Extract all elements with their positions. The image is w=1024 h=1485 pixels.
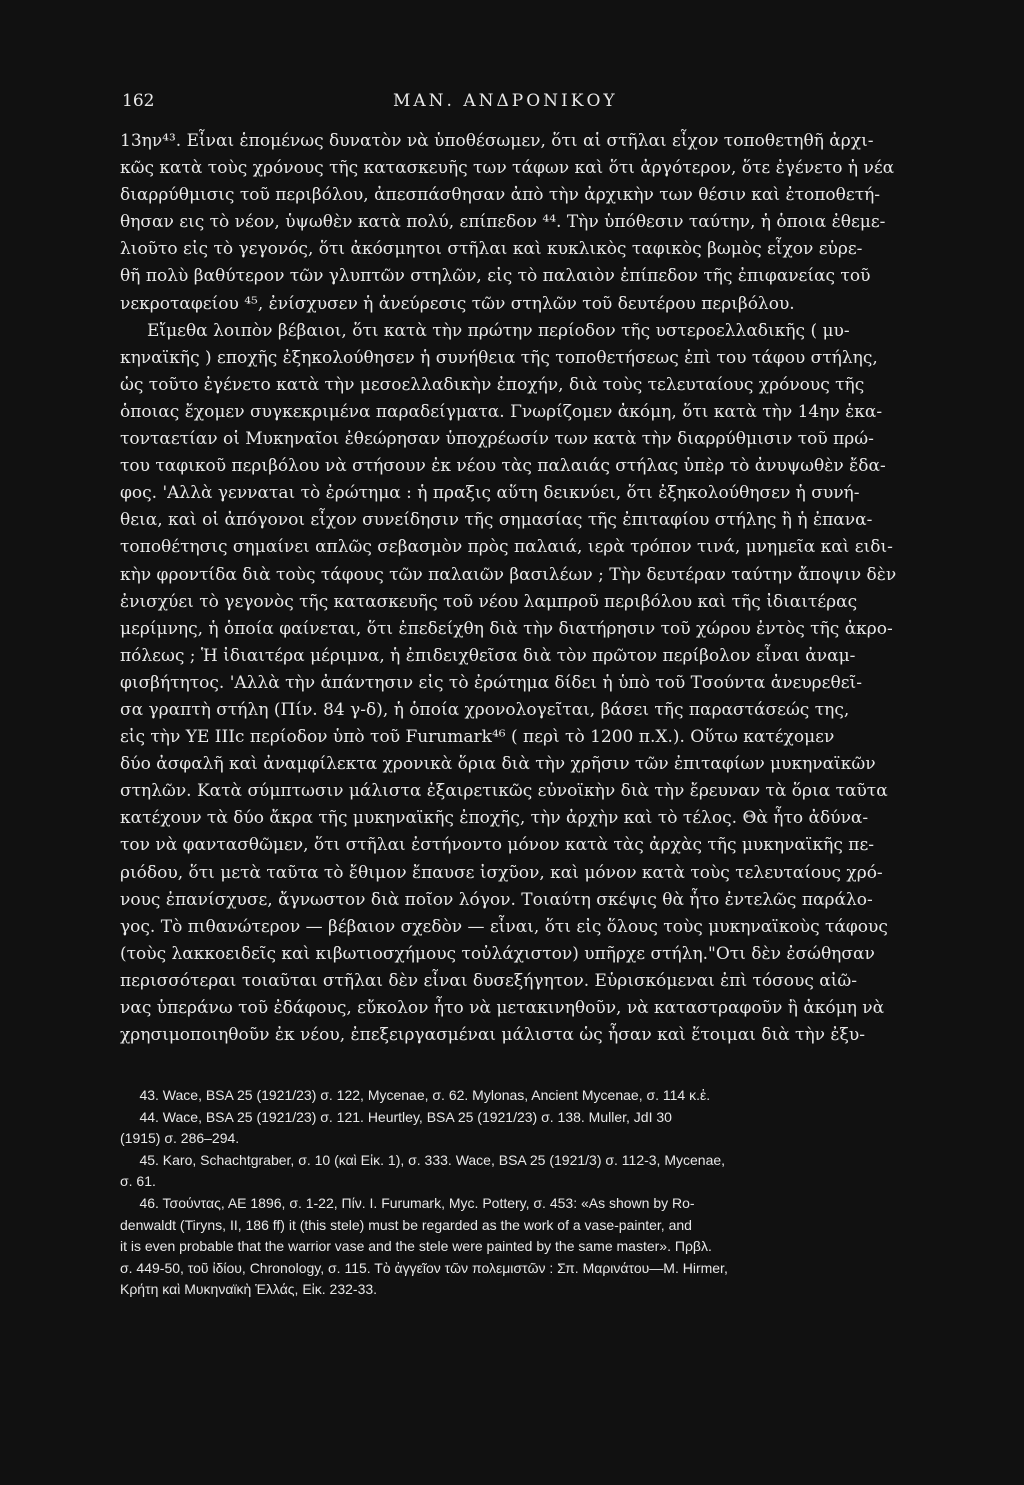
body-text-line: δύο ἀσφαλῆ καὶ ἀναμφίλεκτα χρονικὰ ὅρια διὰ τὴν χρῆσιν τῶν ἐπιταφίων μυκηναϊκῶν xyxy=(120,754,876,775)
body-text-line: ἐνισχύει τὸ γεγονὸς τῆς κατασκευῆς τοῦ νέου λαμπροῦ περιβόλου καὶ τῆς ἰδιαιτέρας xyxy=(120,591,858,612)
body-text-line: τον νὰ φαντασθῶμεν, ὅτι στῆλαι ἐστήνοντο μόνον κατὰ τὰς ἀρχὰς τῆς μυκηναϊκῆς πε- xyxy=(120,835,875,856)
body-text-line: θησαν εις τὸ νέον, ὑψωθὲν κατὰ πολύ, επίπεδον ⁴⁴. Τὴν ὑπόθεσιν ταύτην, ἡ ὁποια ἐθεμε- xyxy=(120,212,886,233)
body-text-line: σα γραπτὴ στήλη (Πίν. 84 γ-δ), ἡ ὁποία χρονολογεῖται, βάσει τῆς παραστάσεώς της, xyxy=(120,699,850,720)
footnote-line: 44. Wace, BSA 25 (1921/23) σ. 121. Heurtley, BSA 25 (1921/23) σ. 138. Muller, JdI 30 xyxy=(120,1108,672,1125)
body-text-line: θῆ πολὺ βαθύτερον τῶν γλυπτῶν στηλῶν, εἰς τὸ παλαιὸν ἐπίπεδον τῆς ἐπιφανείας τοῦ xyxy=(120,266,871,287)
body-text-line: φος. 'Αλλὰ γεννατaι τὸ ἐρώτημα : ἡ πραξις αὕτη δεικνύει, ὅτι ἐξηκολούθησεν ἡ συνή- xyxy=(120,483,860,504)
body-text-line: κῶς κατὰ τοὺς χρόνους τῆς κατασκευῆς των τάφων καὶ ὅτι ἀργότερον, ὅτε ἐγένετο ἡ νέα xyxy=(120,158,895,179)
footnote-line: σ. 449-50, τοῦ ἰδίου, Chronology, σ. 115. Τὸ ἀγγεῖον τῶν πολεμιστῶν : Σπ. Μαρινάτου—M. Hirmer, xyxy=(120,1259,728,1276)
footnotes xyxy=(120,1085,908,1301)
body-text-line: κηναϊκῆς ) εποχῆς ἐξηκολούθησεν ἡ συνήθεια τῆς τοποθετήσεως ἐπὶ του τάφου στήλης, xyxy=(120,347,878,368)
footnote-line: 43. Wace, BSA 25 (1921/23) σ. 122, Mycenae, σ. 62. Mylonas, Ancient Mycenae, σ. 114 κ.ἑ. xyxy=(120,1087,711,1103)
body-text-line: του ταφικοῦ περιβόλου νὰ στήσουν ἐκ νέου τὰς παλαιάς στήλας ὑπὲρ τὸ ἀνυψωθὲν ἔδα- xyxy=(120,456,886,477)
running-title: ΜΑΝ. ΑΝΔΡΟΝΙΚΟΥ xyxy=(393,91,618,111)
body-text-line: εἰς τὴν ΥΕ IIIc περίοδον ὑπὸ τοῦ Furumark⁴⁶ ( περὶ τὸ 1200 π.Χ.). Οὕτω κατέχομεν xyxy=(120,727,835,748)
body-text-line: ριόδου, ὅτι μετὰ ταῦτα τὸ ἔθιμον ἔπαυσε ἰσχῦον, καὶ μόνον κατὰ τοὺς τελευταίους χρό- xyxy=(120,862,883,883)
body-text-line: τονταετίαν οἱ Μυκηναῖοι ἐθεώρησαν ὑποχρέωσίν των κατὰ τὴν διαρρύθμισιν τοῦ πρώ- xyxy=(120,429,874,450)
body-text-line: νας ὑπεράνω τοῦ ἐδάφους, εὔκολον ἦτο νὰ μετακινηθοῦν, νὰ καταστραφοῦν ἢ ἀκόμη νὰ xyxy=(120,998,885,1018)
body-text-line: διαρρύθμισις τοῦ περιβόλου, ἀπεσπάσθησαν ἀπὸ τὴν ἀρχικὴν των θέσιν καὶ ἐτοποθετή- xyxy=(120,185,881,206)
page-header xyxy=(120,86,910,116)
body-text-line: πόλεως ; Ἡ ἰδιαιτέρα μέριμνα, ἡ ἐπιδειχθεῖσα διὰ τὸν πρῶτον περίβολον εἶναι ἀναμ- xyxy=(120,645,856,666)
body-text-line: Εἴμεθα λοιπὸν βέβαιοι, ὅτι κατὰ τὴν πρώτην περίοδον τῆς υστεροελλαδικῆς ( μυ- xyxy=(120,320,850,341)
body-text xyxy=(120,128,908,1049)
body-text-line: 13ην⁴³. Εἶναι ἑπομένως δυνατὸν νὰ ὑποθέσωμεν, ὅτι αἱ στῆλαι εἶχον τοποθετηθῆ ἀρχι- xyxy=(120,131,874,151)
footnote-line: denwaldt (Tiryns, II, 186 ff) it (this stele) must be regarded as the work of a vase-painter, and xyxy=(120,1216,692,1233)
body-text-line: ὡς τοῦτο ἐγένετο κατὰ τὴν μεσοελλαδικὴν ἐποχήν, διὰ τοὺς τελευταίους χρόνους τῆς xyxy=(120,374,865,395)
footnote-line: 45. Karo, Schachtgraber, σ. 10 (καὶ Εἰκ. 1), σ. 333. Wace, BSA 25 (1921/3) σ. 112-3, Mycenae, xyxy=(120,1151,726,1168)
body-text-line: τοποθέτησις σημαίνει απλῶς σεβασμὸν πρὸς παλαιά, ιερὰ τρόπον τινά, μνημεῖα καὶ ειδι- xyxy=(120,537,893,558)
footnote-line: (1915) σ. 286–294. xyxy=(120,1130,240,1147)
body-text-line: περισσότεραι τοιαῦται στῆλαι δὲν εἶναι δυσεξήγητον. Εὑρισκόμεναι ἐπὶ τόσους αἰῶ- xyxy=(120,970,858,991)
footnote-line: σ. 61. xyxy=(120,1173,156,1190)
body-text-line: λιοῦτο εἰς τὸ γεγονός, ὅτι ἀκόσμητοι στῆλαι καὶ κυκλικὸς ταφικὸς βωμὸς εἶχον εὑρε- xyxy=(120,239,863,260)
footnote-line: Κρήτη καὶ Μυκηναϊκὴ Ἑλλάς, Εἰκ. 232-33. xyxy=(120,1281,378,1298)
body-text-line: χρησιμοποιηθοῦν ἐκ νέου, ἐπεξειργασμέναι μάλιστα ὡς ἦσαν καὶ ἕτοιμαι διὰ τὴν ἐξυ- xyxy=(120,1025,865,1046)
body-text-line: νεκροταφείου ⁴⁵, ἐνίσχυσεν ἡ ἀνεύρεσις τῶν στηλῶν τοῦ δευτέρου περιβόλου. xyxy=(120,293,795,314)
body-text-line: κατέχουν τὰ δύο ἄκρα τῆς μυκηναϊκῆς ἐποχῆς, τὴν ἀρχὴν καὶ τὸ τέλος. Θὰ ἦτο ἀδύνα- xyxy=(120,808,869,829)
body-text-line: στηλῶν. Κατὰ σύμπτωσιν μάλιστα ἐξαιρετικῶς εὐνοϊκὴν διὰ τὴν ἔρευναν τὰ ὅρια ταῦτα xyxy=(120,781,888,802)
body-text-line: κὴν φροντίδα διὰ τοὺς τάφους τῶν παλαιῶν βασιλέων ; Τὴν δευτέραν ταύτην ἄποψιν δὲν xyxy=(120,564,897,585)
body-text-line: ὁποιας ἔχομεν συγκεκριμένα παραδείγματα. Γνωρίζομεν ἀκόμη, ὅτι κατὰ τὴν 14ην ἑκα- xyxy=(120,401,883,422)
body-text-line: μερίμνης, ἡ ὁποία φαίνεται, ὅτι ἐπεδείχθη διὰ τὴν διατήρησιν τοῦ χώρου ἐντὸς τῆς ἀκρο- xyxy=(120,618,893,639)
page-number: 162 xyxy=(122,91,155,111)
footnote-line: it is even probable that the warrior vase and the stele were painted by the same master». Πρβλ. xyxy=(120,1238,712,1255)
body-text-line: (τοὺς λακκοειδεῖς καὶ κιβωτιοσχήμους τοὐλάχιστον) υπῆρχε στήλη."Οτι δὲν ἐσώθησαν xyxy=(120,943,875,964)
body-text-line: φισβήτητος. 'Αλλὰ τὴν ἀπάντησιν εἰς τὸ ἐρώτημα δίδει ἡ ὑπὸ τοῦ Τσούντα ἀνευρεθεῖ- xyxy=(120,672,862,693)
body-text-line: θεια, καὶ οἱ ἀπόγονοι εἶχον συνείδησιν τῆς σημασίας τῆς ἐπιταφίου στήλης ἢ ἡ ἐπανα- xyxy=(120,510,873,531)
body-text-line: νους ἐπανίσχυσε, ἄγνωστον διὰ ποῖον λόγον. Τοιαύτη σκέψις θὰ ἦτο ἐντελῶς παράλο- xyxy=(120,889,873,910)
body-text-line: γος. Τὸ πιθανώτερον — βέβαιον σχεδὸν — εἶναι, ὅτι εἰς ὅλους τοὺς μυκηναϊκοὺς τάφους xyxy=(120,916,888,937)
footnote-line: 46. Τσούντας, ΑΕ 1896, σ. 1-22, Πίν. I. Furumark, Myc. Pottery, σ. 453: «As shown by Ro- xyxy=(120,1194,695,1211)
